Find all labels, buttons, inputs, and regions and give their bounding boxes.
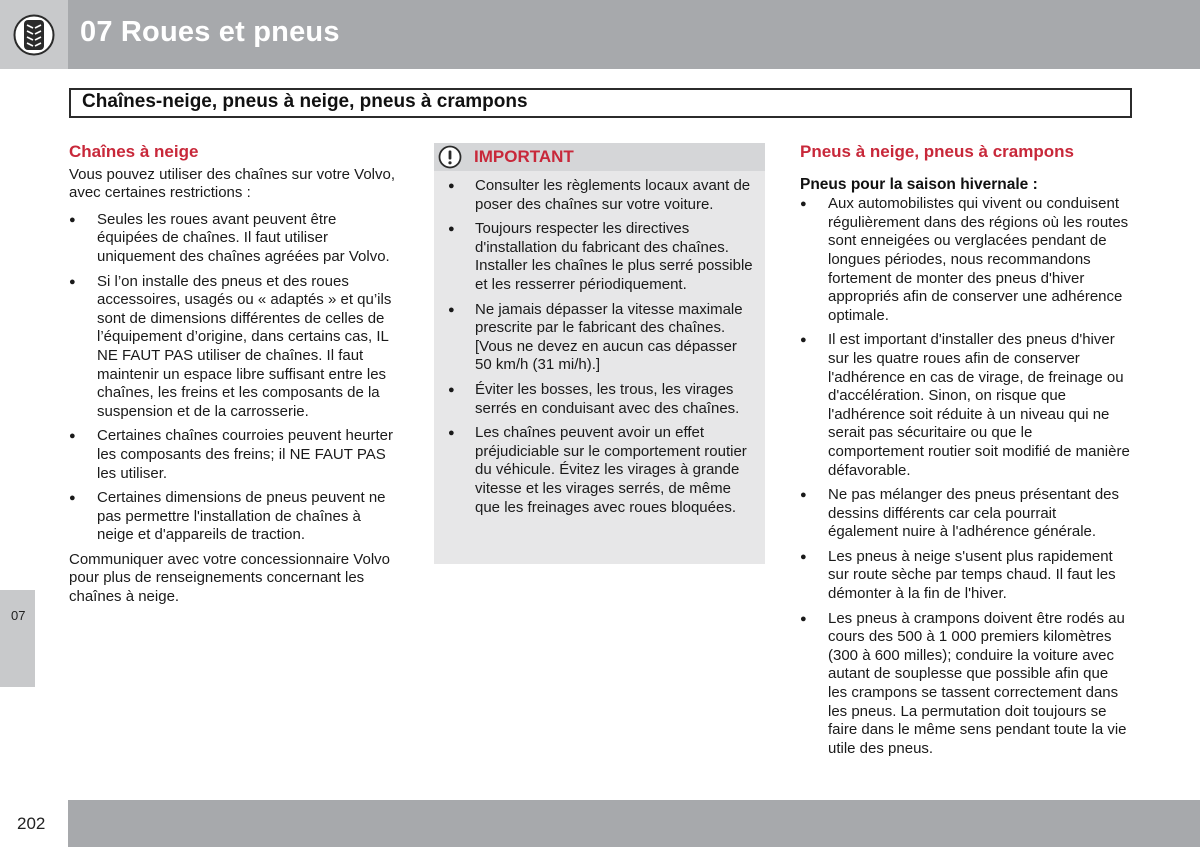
list-item: ● Seules les roues avant peuvent être équipées de chaînes. Il faut utiliser uniquement des chaînes agréées par Volvo.	[69, 211, 399, 267]
important-list	[434, 177, 765, 517]
footer-bar	[68, 800, 1200, 847]
side-tab-label: 07	[11, 608, 26, 623]
page-number: 202	[17, 814, 46, 833]
list-item: ● Les pneus à crampons doivent être rodés au cours des 500 à 1 000 premiers kilomètres (300 à 600 milles); conduire la voiture avec autant de souplesse que possible afin que les crampons se tassent correctement dans les pneus. La permutation doit toujours se faire dans le même sens pendant toute la vie utile des pneus.	[800, 610, 1130, 759]
winter-tires-heading: Pneus à neige, pneus à crampons	[800, 142, 1074, 161]
important-header	[434, 143, 765, 171]
tire-icon	[13, 14, 55, 56]
snow-chains-column	[69, 143, 399, 607]
list-item: ● Si l’on installe des pneus et des roues accessoires, usagés ou « adaptés » et qu’ils sont de dimensions différentes de celles de l’équipement d’origine, dans certains cas, IL NE FAUT PAS utiliser de chaînes. Il faut maintenir un espace libre suffisant entre les chaînes, les freins et les composants de la suspension et de la carrosserie.	[69, 273, 399, 422]
list-item: ● Éviter les bosses, les trous, les virages serrés en conduisant avec des chaînes.	[434, 381, 755, 418]
list-item: ● Toujours respecter les directives d'installation du fabricant des chaînes. Installer les chaînes le plus serré possible et les resserrer périodiquement.	[434, 220, 755, 294]
snow-chains-heading: Chaînes à neige	[69, 142, 199, 161]
chapter-title: 07 Roues et pneus	[80, 16, 340, 48]
list-item: ● Les pneus à neige s'usent plus rapidement sur route sèche par temps chaud. Il faut les démonter à la fin de l'hiver.	[800, 548, 1130, 604]
list-item: ● Il est important d'installer des pneus d'hiver sur les quatre roues afin de conserver l'adhérence en cas de virage, de freinage ou d'accélération. Sinon, on risque que l'adhérence soit réduite à un niveau qui ne serait pas sécuritaire ou que le comportement routier soit modifié de manière défavorable.	[800, 331, 1130, 480]
list-item: ● Consulter les règlements locaux avant de poser des chaînes sur votre voiture.	[434, 177, 755, 214]
list-item: ● Certaines chaînes courroies peuvent heurter les composants des freins; il NE FAUT PAS les utiliser.	[69, 427, 399, 483]
section-title-box	[69, 88, 1132, 118]
important-box	[434, 143, 765, 564]
chapter-icon-box	[0, 0, 68, 69]
winter-season-subheading: Pneus pour la saison hivernale :	[800, 175, 1038, 193]
warning-icon	[438, 145, 462, 169]
winter-tires-column	[800, 143, 1130, 764]
list-item: ● Certaines dimensions de pneus peuvent ne pas permettre l'installation de chaînes à neige et d'appareils de traction.	[69, 489, 399, 545]
chapter-side-tab	[0, 590, 35, 687]
winter-tires-list	[800, 195, 1130, 758]
list-item: ● Ne pas mélanger des pneus présentant des dessins différents car cela pourrait également nuire à l'adhérence générale.	[800, 486, 1130, 542]
section-title: Chaînes-neige, pneus à neige, pneus à crampons	[82, 91, 528, 112]
snow-chains-closing: Communiquer avec votre concessionnaire Volvo pour plus de renseignements concernant les chaînes à neige.	[69, 550, 390, 606]
list-item: ● Les chaînes peuvent avoir un effet préjudiciable sur le comportement routier du véhicule. Évitez les virages à grande vitesse et les virages serrés, de même que les freinages avec roues bloquées.	[434, 424, 755, 517]
important-label: IMPORTANT	[474, 146, 574, 166]
list-item: ● Aux automobilistes qui vivent ou conduisent régulièrement dans des régions où les routes sont enneigées ou verglacées pendant de longues périodes, nous recommandons fortement de monter des pneus d'hiver appropriés afin de conserver une adhérence optimale.	[800, 195, 1130, 325]
snow-chains-list	[69, 211, 399, 545]
snow-chains-intro: Vous pouvez utiliser des chaînes sur votre Volvo, avec certaines restrictions :	[69, 165, 396, 202]
list-item: ● Ne jamais dépasser la vitesse maximale prescrite par le fabricant des chaînes. [Vous ne devez en aucun cas dépasser 50 km/h (31 mi/h).]	[434, 301, 755, 375]
